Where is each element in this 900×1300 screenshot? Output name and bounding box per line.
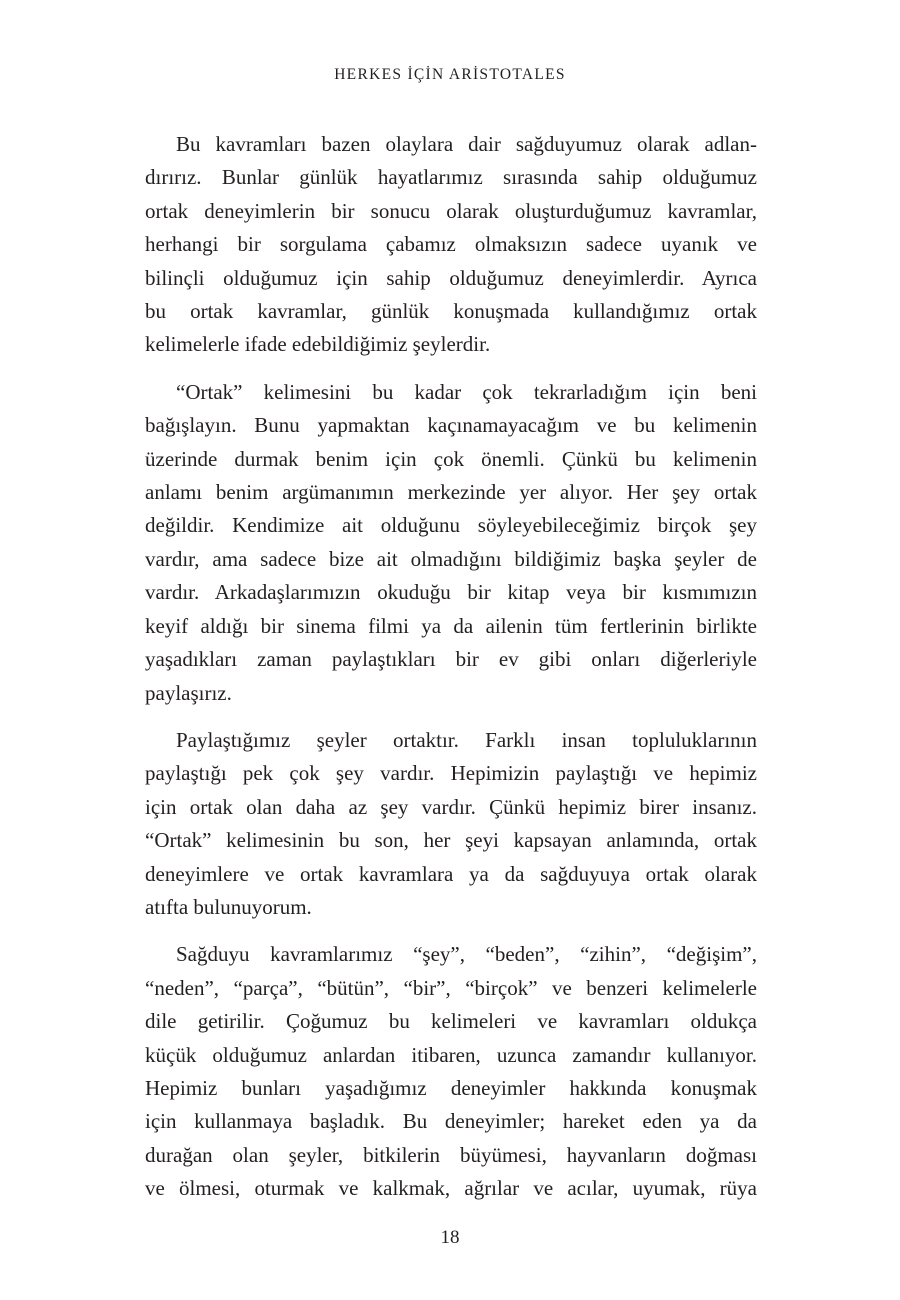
running-header: HERKES İÇİN ARİSTOTALES — [334, 66, 566, 83]
text-line: bilinçli olduğumuz için sahip olduğumuz deneyimlerdir. Ayrıca — [145, 265, 757, 290]
text-line: değildir. Kendimize ait olduğunu söyleyebileceğimiz birçok şey — [145, 513, 757, 538]
text-line: vardır. Arkadaşlarımızın okuduğu bir kitap veya bir kısmımızın — [145, 580, 757, 605]
text-line: keyif aldığı bir sinema filmi ya da ailenin tüm fertlerinin birlikte — [145, 613, 757, 638]
text-line: anlamı benim argümanımın merkezinde yer alıyor. Her şey ortak — [145, 480, 757, 505]
page-number: 18 — [440, 1227, 460, 1248]
text-line: atıfta bulunuyorum. — [145, 894, 312, 919]
text-line: vardır, ama sadece bize ait olmadığını bildiğimiz başka şeyler de — [145, 546, 757, 571]
text-line: Hepimiz bunları yaşadığımız deneyimler hakkında konuşmak — [145, 1075, 757, 1100]
text-line: ve ölmesi, oturmak ve kalkmak, ağrılar ve acılar, uyumak, rüya — [145, 1176, 757, 1201]
text-line: ortak deneyimlerin bir sonucu olarak oluşturduğumuz kavramlar, — [145, 198, 757, 223]
text-line: için kullanmaya başladık. Bu deneyimler; hareket eden ya da — [145, 1109, 757, 1134]
paragraph — [145, 376, 757, 710]
text-line: bu ortak kavramlar, günlük konuşmada kullandığımız ortak — [145, 299, 757, 324]
text-line: paylaşırız. — [145, 680, 232, 705]
text-line: Bu kavramları bazen olaylara dair sağduyumuz olarak adlan- — [176, 132, 757, 156]
body-text — [145, 128, 757, 1206]
text-line: “Ortak” kelimesini bu kadar çok tekrarladığım için beni — [176, 379, 757, 404]
text-line: herhangi bir sorgulama çabamız olmaksızın sadece uyanık ve — [145, 232, 757, 257]
text-line: Sağduyu kavramlarımız “şey”, “beden”, “zihin”, “değişim”, — [176, 942, 757, 967]
text-line: “neden”, “parça”, “bütün”, “bir”, “birçok” ve benzeri kelimelerle — [145, 975, 757, 1000]
text-line: yaşadıkları zaman paylaştıkları bir ev gibi onları diğerleriyle — [145, 647, 757, 672]
text-line: bağışlayın. Bunu yapmaktan kaçınamayacağım ve bu kelimenin — [145, 413, 757, 438]
text-line: dırırız. Bunlar günlük hayatlarımız sırasında sahip olduğumuz — [145, 165, 757, 190]
paragraph — [145, 938, 757, 1205]
paragraph — [145, 128, 757, 362]
text-line: üzerinde durmak benim için çok önemli. Çünkü bu kelimenin — [145, 446, 757, 471]
text-line: için ortak olan daha az şey vardır. Çünkü hepimiz birer insanız. — [145, 794, 757, 819]
text-line: durağan olan şeyler, bitkilerin büyümesi, hayvanların doğması — [145, 1142, 757, 1167]
text-line: dile getirilir. Çoğumuz bu kelimeleri ve kavramları oldukça — [145, 1009, 757, 1034]
text-line: Paylaştığımız şeyler ortaktır. Farklı insan topluluklarının — [176, 727, 757, 752]
text-line: kelimelerle ifade edebildiğimiz şeylerdir. — [145, 332, 491, 357]
paragraph — [145, 724, 757, 924]
text-line: paylaştığı pek çok şey vardır. Hepimizin paylaştığı ve hepimiz — [145, 761, 757, 786]
text-line: deneyimlere ve ortak kavramlara ya da sağduyuya ortak olarak — [145, 861, 757, 886]
text-line: küçük olduğumuz anlardan itibaren, uzunca zamandır kullanıyor. — [145, 1042, 757, 1067]
text-line: “Ortak” kelimesinin bu son, her şeyi kapsayan anlamında, ortak — [145, 828, 757, 853]
